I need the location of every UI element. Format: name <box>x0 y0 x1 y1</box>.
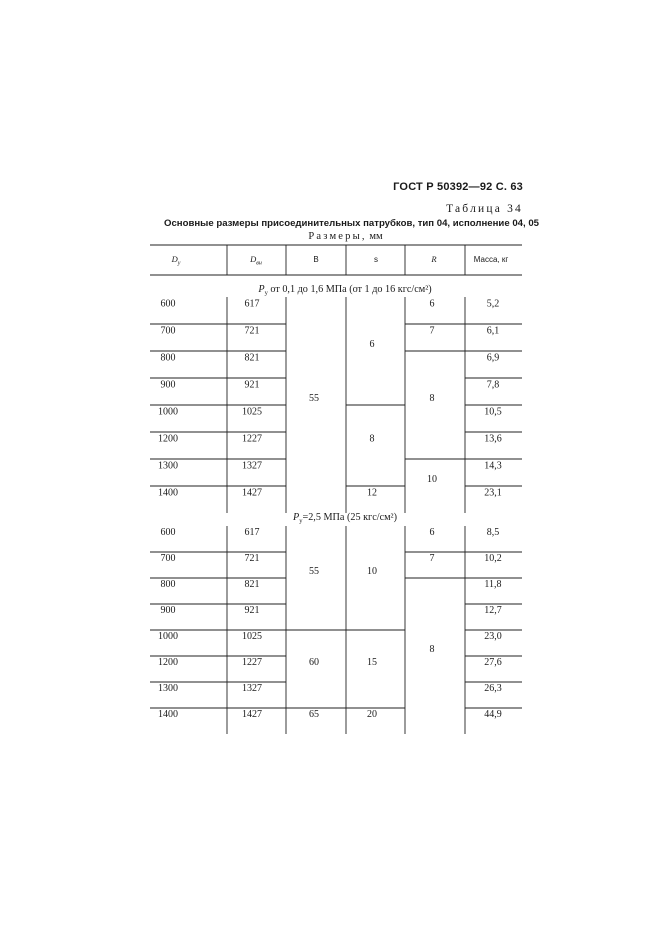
cell-dvn: 1227 <box>242 433 262 445</box>
cell-dvn: 1327 <box>242 683 262 694</box>
cell-s: 6 <box>369 339 375 350</box>
cell-dy: 900 <box>160 379 176 391</box>
cell-mass: 12,7 <box>484 605 502 616</box>
column-header-dy: $D_у$ <box>171 254 181 267</box>
cell-dvn: 721 <box>244 325 260 337</box>
cell-r: 6 <box>429 527 435 538</box>
cell-dvn: 921 <box>244 379 260 391</box>
cell-dvn: 617 <box>244 298 260 310</box>
cell-mass: 27,6 <box>484 657 502 668</box>
cell-dy: 1000 <box>158 631 178 642</box>
cell-r: 8 <box>429 644 435 655</box>
cell-mass: 23,1 <box>484 487 502 499</box>
cell-mass: 23,0 <box>484 631 502 642</box>
cell-dy: 1200 <box>158 657 178 668</box>
cell-s: 15 <box>367 657 377 668</box>
section-title: $P_у$ от 0,1 до 1,6 МПа (от 1 до 16 кгс/см²) <box>258 284 432 297</box>
cell-mass: 13,6 <box>484 433 502 445</box>
cell-r: 6 <box>429 298 435 310</box>
cell-s: 12 <box>367 487 377 499</box>
cell-dvn: 617 <box>244 527 260 538</box>
cell-mass: 26,3 <box>484 683 502 694</box>
cell-s: 20 <box>367 709 377 720</box>
table-caption: Основные размеры присоединительных патрубков, тип 04, исполнение 04, 05 <box>164 218 539 229</box>
cell-dy: 600 <box>160 527 176 538</box>
cell-s: 8 <box>369 433 375 445</box>
cell-mass: 5,2 <box>486 298 500 310</box>
cell-dy: 1300 <box>158 683 178 694</box>
cell-dy: 900 <box>160 605 176 616</box>
cell-dvn: 921 <box>244 605 260 616</box>
cell-dy: 800 <box>160 352 176 364</box>
cell-dy: 800 <box>160 579 176 590</box>
cell-mass: 8,5 <box>486 527 500 538</box>
cell-dy: 600 <box>160 298 176 310</box>
cell-dy: 700 <box>160 553 176 564</box>
cell-mass: 6,9 <box>486 352 500 364</box>
section-title: $P_у=2,5$ МПа (25 кгс/см²) <box>292 512 398 525</box>
cell-dy: 1400 <box>158 487 178 499</box>
units-word: Размеры, <box>308 231 367 242</box>
column-header-b: B <box>313 255 319 264</box>
cell-dvn: 721 <box>244 553 260 564</box>
cell-dy: 1200 <box>158 433 178 445</box>
cell-b: 55 <box>309 566 319 577</box>
table-number: Таблица 34 <box>446 203 523 215</box>
cell-s: 10 <box>367 566 377 577</box>
cell-dvn: 1227 <box>242 657 262 668</box>
cell-dvn: 821 <box>244 579 260 590</box>
cell-r: 8 <box>429 393 435 404</box>
cell-dvn: 821 <box>244 352 260 364</box>
cell-dvn: 1025 <box>242 631 262 642</box>
cell-r: 7 <box>429 325 435 337</box>
cell-dy: 1000 <box>158 406 178 418</box>
cell-dvn: 1025 <box>242 406 262 418</box>
standard-header: ГОСТ Р 50392—92 С. 63 <box>393 181 523 193</box>
cell-mass: 7,8 <box>486 379 500 391</box>
cell-mass: 6,1 <box>486 325 500 337</box>
column-header-r: R <box>431 254 437 264</box>
cell-r: 7 <box>429 553 435 564</box>
cell-b: 60 <box>309 657 319 668</box>
cell-r: 10 <box>427 474 437 485</box>
column-header-dvn: $D_{вн}$ <box>250 254 262 267</box>
cell-b: 55 <box>309 393 319 404</box>
cell-dy: 700 <box>160 325 176 337</box>
units-mm: мм <box>369 231 383 242</box>
column-header-s: s <box>374 255 378 264</box>
cell-mass: 11,8 <box>484 579 502 590</box>
cell-dvn: 1327 <box>242 460 262 472</box>
cell-mass: 44,9 <box>484 709 502 720</box>
cell-b: 65 <box>309 709 319 720</box>
cell-dy: 1300 <box>158 460 178 472</box>
column-header-mass: Масса, кг <box>473 255 509 264</box>
cell-dy: 1400 <box>158 709 178 720</box>
cell-dvn: 1427 <box>242 487 262 499</box>
cell-mass: 14,3 <box>484 460 502 472</box>
cell-mass: 10,5 <box>484 406 502 418</box>
cell-dvn: 1427 <box>242 709 262 720</box>
cell-mass: 10,2 <box>484 553 502 564</box>
